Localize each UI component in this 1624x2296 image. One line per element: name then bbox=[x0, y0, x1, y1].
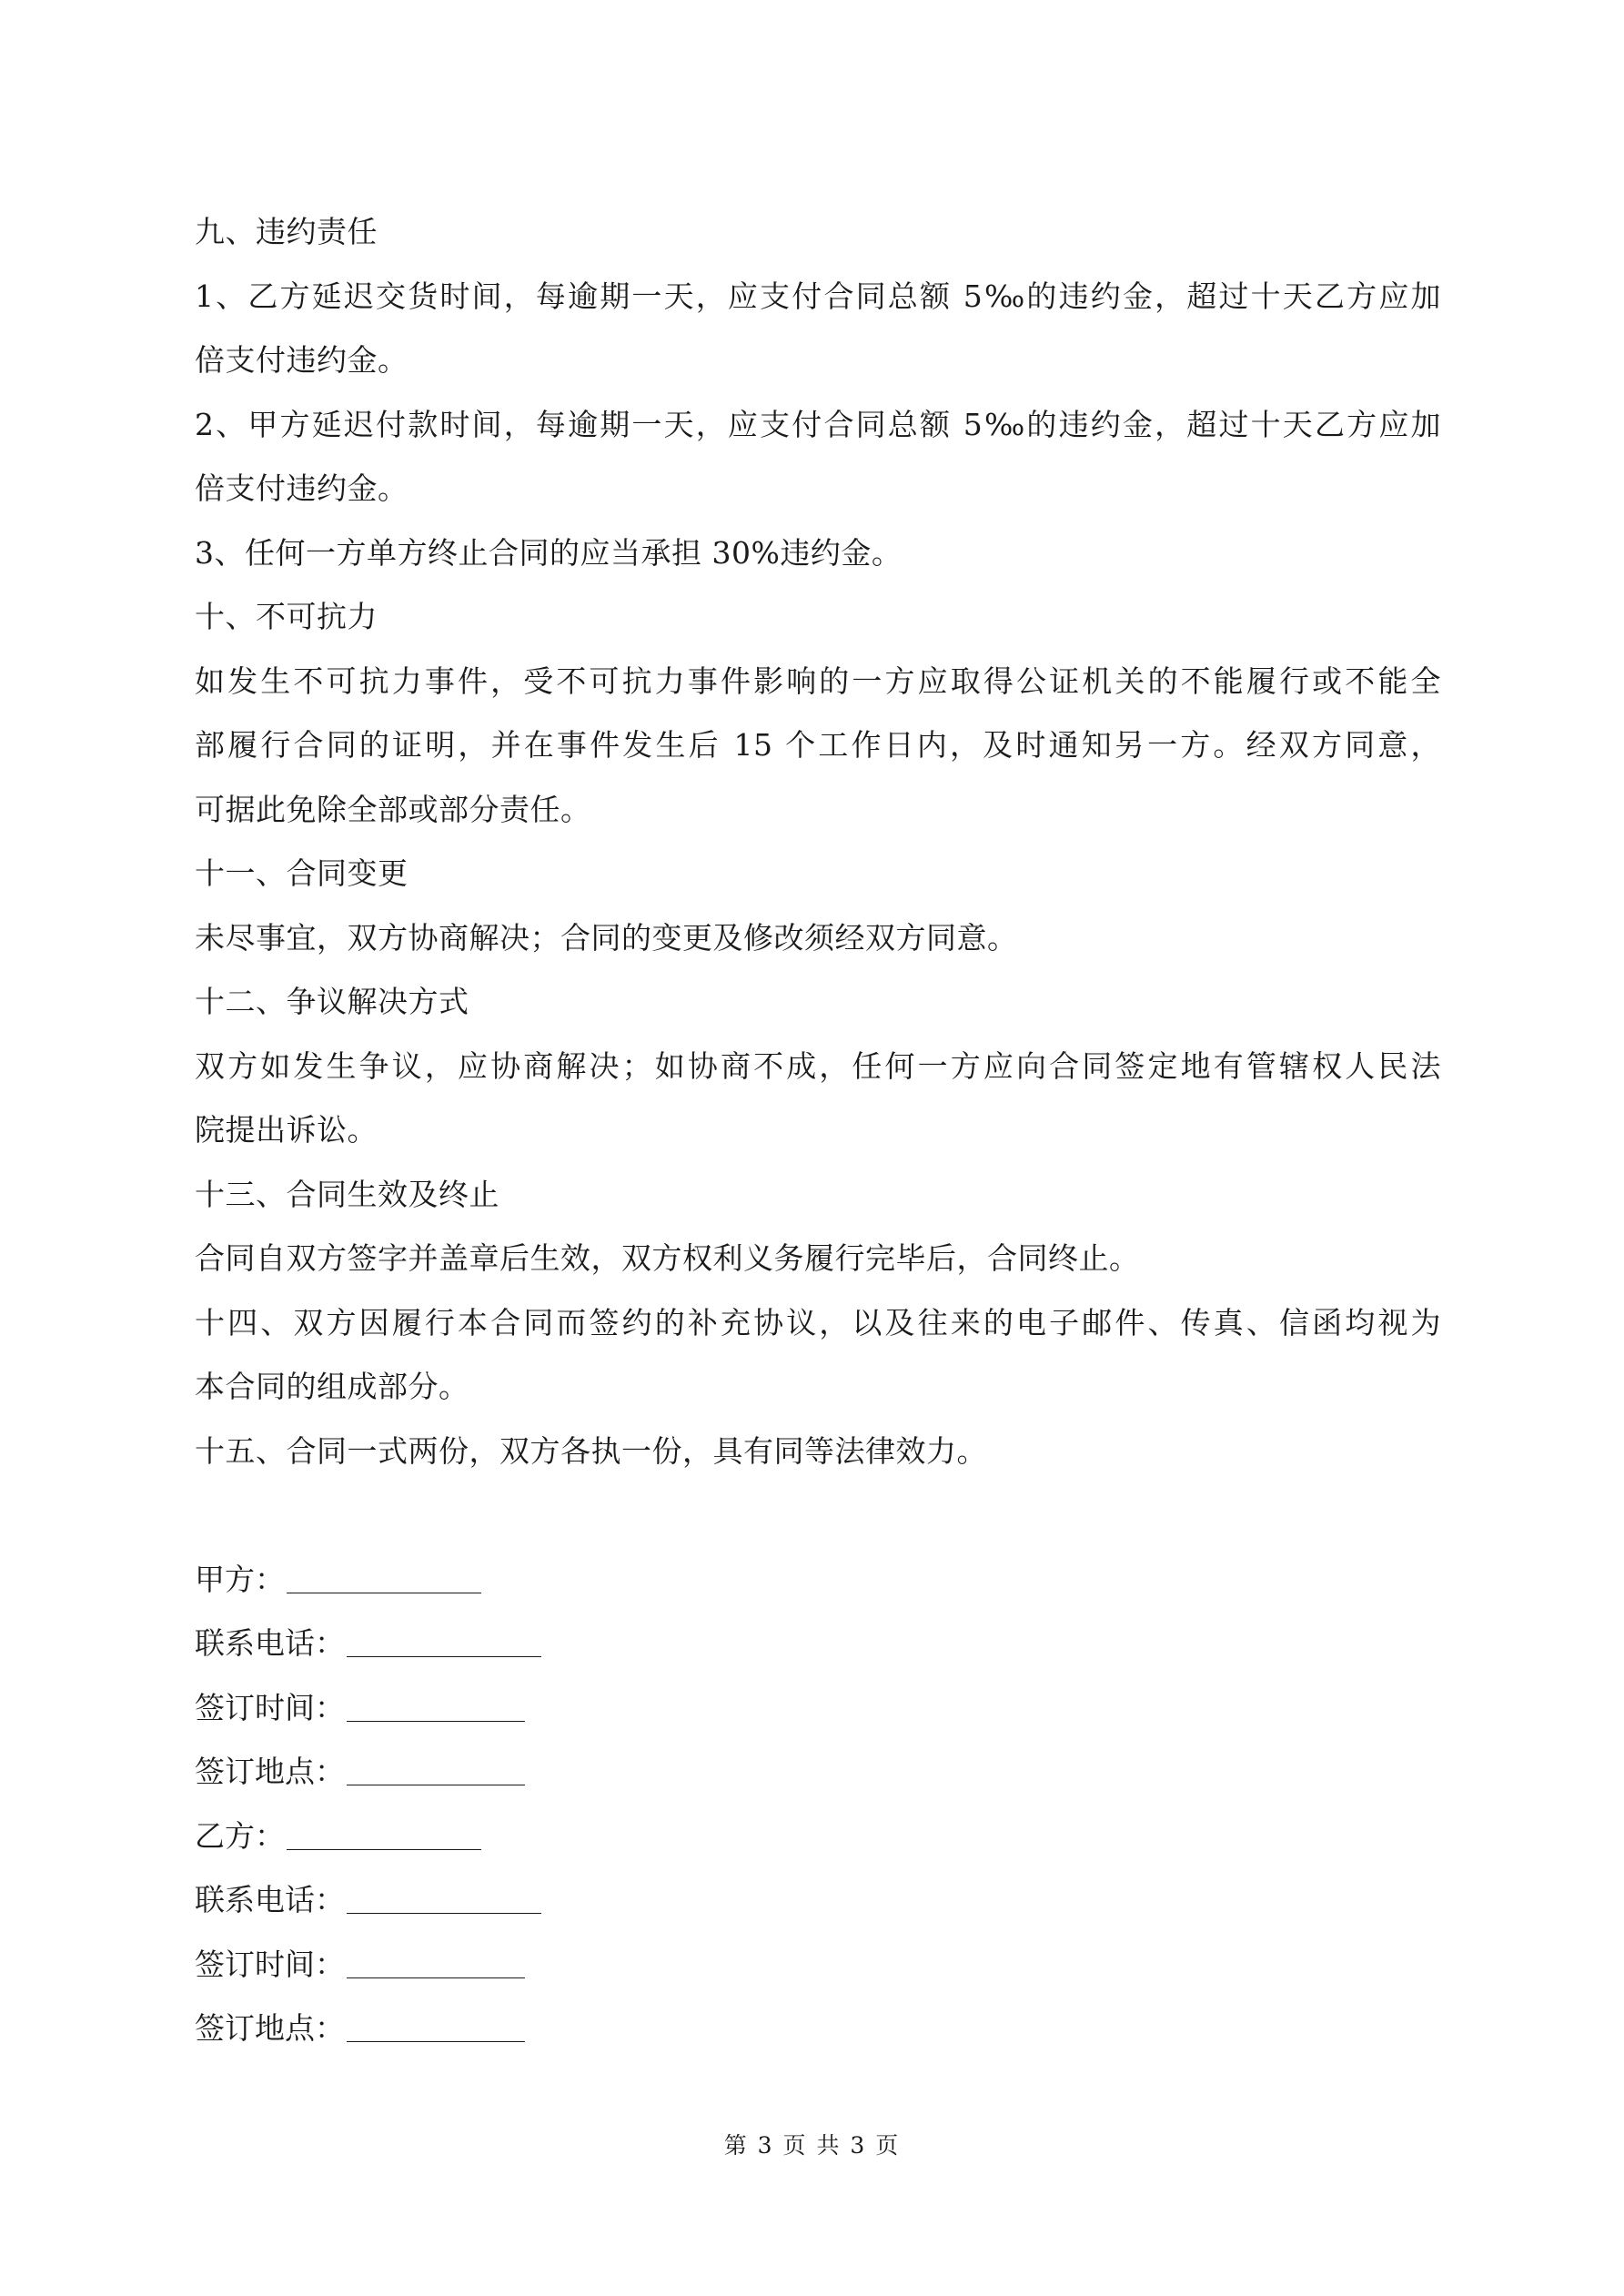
party-b-phone-label: 联系电话： bbox=[195, 1882, 345, 1917]
party-a-date-row bbox=[195, 1676, 1441, 1741]
section-heading-contract-change: 十一、合同变更 bbox=[195, 855, 409, 891]
force-majeure-line-2: 部履行合同的证明，并在事件发生后 15 个工作日内，及时通知另一方。经双方同意， bbox=[195, 727, 1441, 763]
party-b-phone-blank[interactable] bbox=[347, 1912, 541, 1914]
party-b-phone-row bbox=[195, 1868, 1441, 1933]
party-b-date-row bbox=[195, 1933, 1441, 1998]
party-a-label: 甲方： bbox=[195, 1561, 285, 1597]
party-b-place-blank[interactable] bbox=[347, 2040, 525, 2042]
section-heading-force-majeure: 十、不可抗力 bbox=[195, 599, 378, 634]
party-b-date-blank[interactable] bbox=[347, 1977, 525, 1978]
party-a-blank[interactable] bbox=[287, 1592, 481, 1593]
party-b-label: 乙方： bbox=[195, 1817, 285, 1854]
party-a-phone-row bbox=[195, 1612, 1441, 1676]
party-b-place-label: 签订地点： bbox=[195, 2010, 345, 2046]
section-heading-effect: 十三、合同生效及终止 bbox=[195, 1176, 499, 1212]
breach-item-2-line-1: 2、甲方延迟付款时间，每逾期一天，应支付合同总额 5‰的违约金，超过十天乙方应加 bbox=[195, 406, 1441, 442]
page-number-footer: 第 3 页 共 3 页 bbox=[723, 2132, 901, 2159]
contract-body bbox=[195, 200, 1441, 2061]
supplement-line-2: 本合同的组成部分。 bbox=[195, 1369, 469, 1404]
spacer bbox=[195, 1483, 1441, 1548]
party-b-date-label: 签订时间： bbox=[195, 1946, 345, 1982]
party-a-phone-label: 联系电话： bbox=[195, 1625, 345, 1661]
breach-item-1-line-1: 1、乙方延迟交货时间，每逾期一天，应支付合同总额 5‰的违约金，超过十天乙方应加 bbox=[195, 278, 1441, 314]
party-a-phone-blank[interactable] bbox=[347, 1655, 541, 1657]
contract-change-line-1: 未尽事宜，双方协商解决；合同的变更及修改须经双方同意。 bbox=[195, 919, 1018, 956]
party-a-place-row bbox=[195, 1740, 1441, 1805]
force-majeure-line-3: 可据此免除全部或部分责任。 bbox=[195, 791, 591, 827]
dispute-line-1: 双方如发生争议，应协商解决；如协商不成，任何一方应向合同签定地有管辖权人民法 bbox=[195, 1047, 1441, 1084]
party-a-place-label: 签订地点： bbox=[195, 1754, 345, 1789]
section-heading-dispute: 十二、争议解决方式 bbox=[195, 984, 469, 1019]
copies-line: 十五、合同一式两份，双方各执一份，具有同等法律效力。 bbox=[195, 1432, 987, 1469]
party-a-date-blank[interactable] bbox=[347, 1720, 525, 1722]
breach-item-3: 3、任何一方单方终止合同的应当承担 30%违约金。 bbox=[195, 534, 903, 571]
party-b-row bbox=[195, 1805, 1441, 1869]
breach-item-1-line-2: 倍支付违约金。 bbox=[195, 342, 409, 378]
dispute-line-2: 院提出诉讼。 bbox=[195, 1112, 378, 1148]
party-a-date-label: 签订时间： bbox=[195, 1689, 345, 1725]
breach-item-2-line-2: 倍支付违约金。 bbox=[195, 470, 409, 506]
party-b-place-row bbox=[195, 1997, 1441, 2061]
party-b-blank[interactable] bbox=[287, 1848, 481, 1850]
party-a-row bbox=[195, 1548, 1441, 1613]
effect-line-1: 合同自双方签字并盖章后生效，双方权利义务履行完毕后，合同终止。 bbox=[195, 1240, 1140, 1276]
force-majeure-line-1: 如发生不可抗力事件，受不可抗力事件影响的一方应取得公证机关的不能履行或不能全 bbox=[195, 663, 1441, 699]
supplement-line-1: 十四、双方因履行本合同而签约的补充协议，以及往来的电子邮件、传真、信函均视为 bbox=[195, 1304, 1441, 1340]
section-heading-breach: 九、违约责任 bbox=[195, 214, 378, 249]
party-a-place-blank[interactable] bbox=[347, 1784, 525, 1785]
